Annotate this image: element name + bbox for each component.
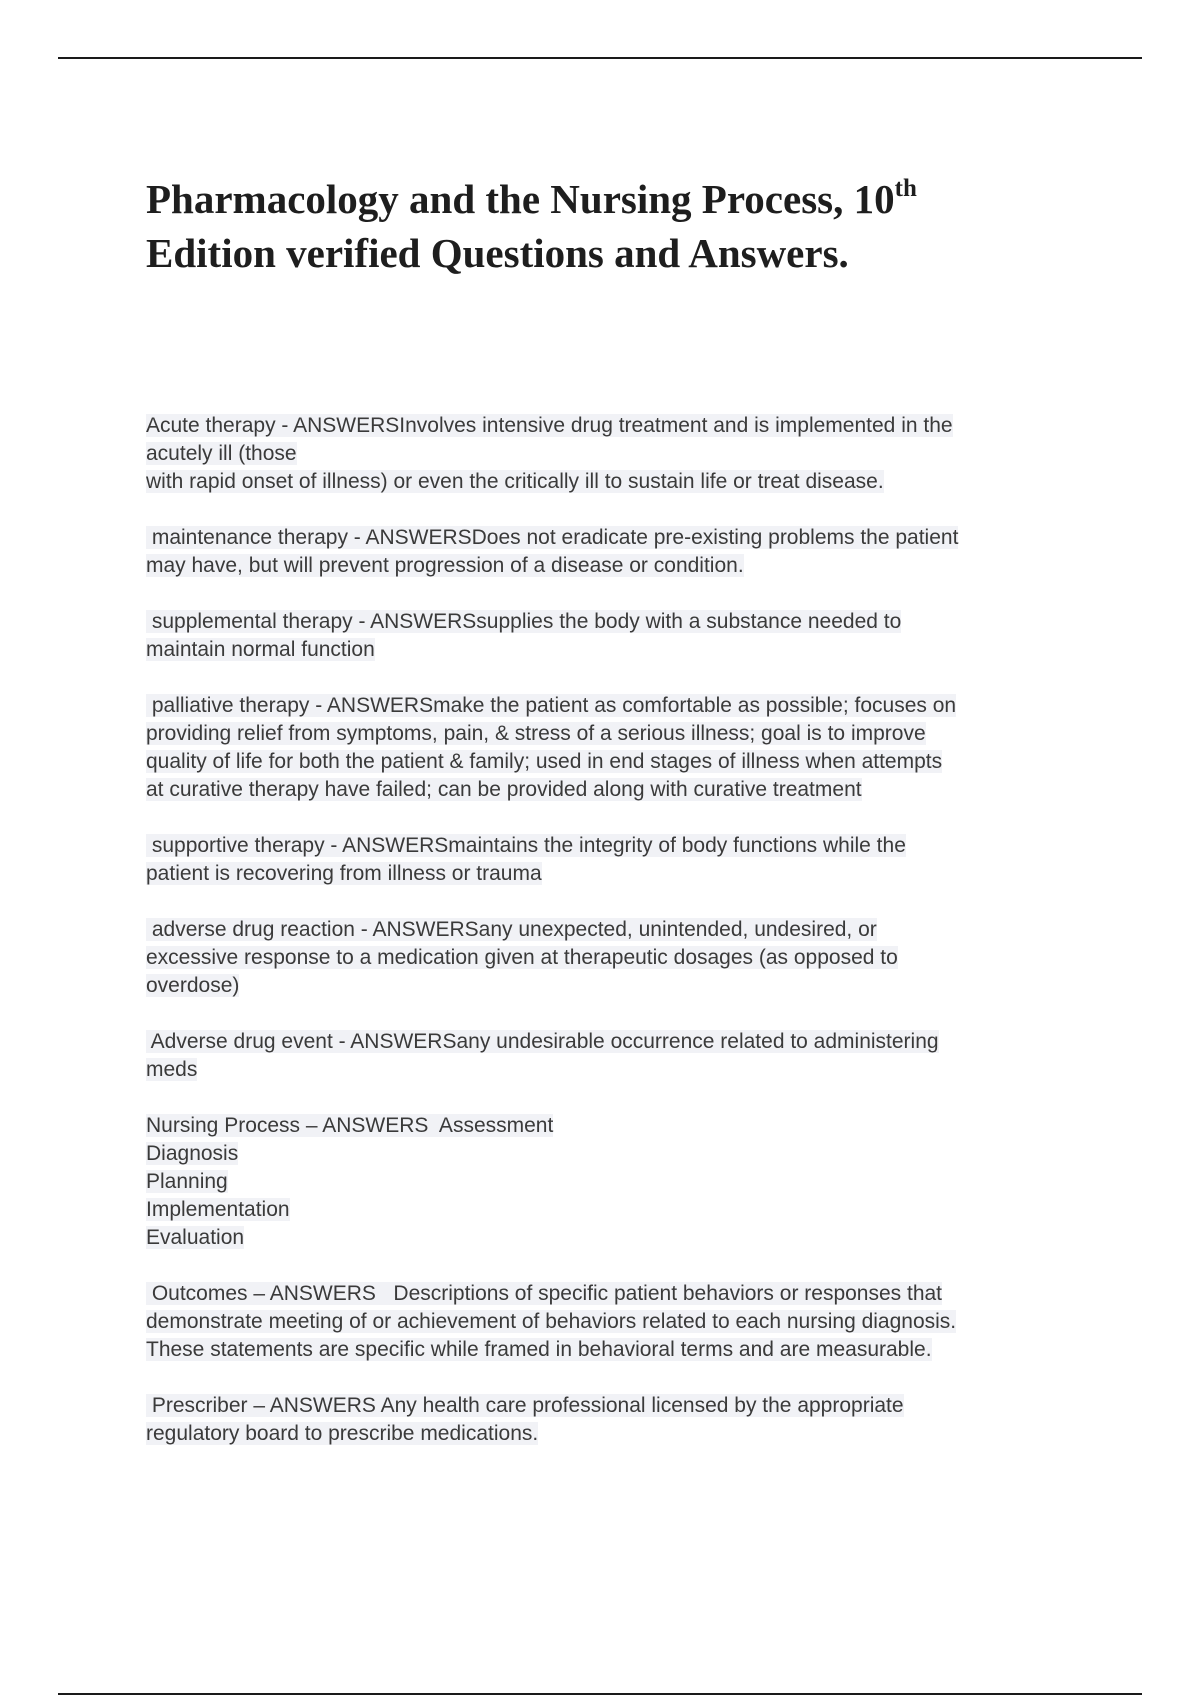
qa-entry — [146, 832, 1086, 888]
top-rule — [58, 57, 1142, 59]
qa-line-text: maintain normal function — [146, 638, 375, 661]
qa-line-text: quality of life for both the patient & family; used in end stages of illness when attempts — [146, 750, 943, 773]
qa-line — [146, 1224, 1086, 1252]
qa-line-text: Outcomes – ANSWERS Descriptions of specific patient behaviors or responses that — [146, 1282, 943, 1305]
qa-line — [146, 1168, 1086, 1196]
qa-line — [146, 1392, 1086, 1420]
qa-line — [146, 692, 1086, 720]
qa-line — [146, 776, 1086, 804]
title-line-2: Edition verified Questions and Answers. — [146, 230, 849, 276]
title-line-1: Pharmacology and the Nursing Process, 10 — [146, 176, 895, 222]
qa-line-text: adverse drug reaction - ANSWERSany unexpected, unintended, undesired, or — [146, 918, 877, 941]
qa-list — [146, 412, 1086, 1476]
qa-line — [146, 1028, 1086, 1056]
qa-line — [146, 1112, 1086, 1140]
qa-line-text: Diagnosis — [146, 1142, 239, 1165]
qa-line-text: may have, but will prevent progression of a disease or condition. — [146, 554, 744, 577]
qa-line — [146, 636, 1086, 664]
qa-entry — [146, 608, 1086, 664]
qa-line-text: providing relief from symptoms, pain, & stress of a serious illness; goal is to improve — [146, 722, 926, 745]
qa-line — [146, 1196, 1086, 1224]
qa-line — [146, 1420, 1086, 1448]
qa-line-text: patient is recovering from illness or trauma — [146, 862, 542, 885]
qa-line-text: excessive response to a medication given at therapeutic dosages (as opposed to — [146, 946, 898, 969]
qa-line-text: at curative therapy have failed; can be provided along with curative treatment — [146, 778, 862, 801]
bottom-rule — [58, 1693, 1142, 1695]
qa-entry — [146, 1112, 1086, 1252]
qa-line — [146, 1336, 1086, 1364]
qa-line — [146, 412, 1086, 440]
qa-line-text: supportive therapy - ANSWERSmaintains the integrity of body functions while the — [146, 834, 906, 857]
qa-line-text: These statements are specific while framed in behavioral terms and are measurable. — [146, 1338, 932, 1361]
qa-line — [146, 524, 1086, 552]
qa-line-text: regulatory board to prescribe medications. — [146, 1422, 539, 1445]
qa-line — [146, 1308, 1086, 1336]
qa-line — [146, 440, 1086, 468]
qa-line-text: meds — [146, 1058, 198, 1081]
qa-line-text: Nursing Process – ANSWERS Assessment — [146, 1114, 554, 1137]
qa-line — [146, 944, 1086, 972]
qa-line-text: overdose) — [146, 974, 240, 997]
qa-line — [146, 552, 1086, 580]
qa-entry — [146, 1280, 1086, 1364]
qa-line — [146, 1280, 1086, 1308]
qa-entry — [146, 916, 1086, 1000]
qa-line — [146, 1056, 1086, 1084]
qa-line-text: palliative therapy - ANSWERSmake the patient as comfortable as possible; focuses on — [146, 694, 957, 717]
qa-line — [146, 972, 1086, 1000]
qa-line — [146, 832, 1086, 860]
qa-line — [146, 1140, 1086, 1168]
qa-line — [146, 748, 1086, 776]
qa-entry — [146, 1392, 1086, 1448]
qa-line-text: demonstrate meeting of or achievement of behaviors related to each nursing diagnosis. — [146, 1310, 957, 1333]
qa-line-text: Evaluation — [146, 1226, 245, 1249]
qa-entry — [146, 1028, 1086, 1084]
qa-line — [146, 860, 1086, 888]
title-superscript: th — [894, 175, 917, 202]
qa-line-text: Implementation — [146, 1198, 290, 1221]
qa-line — [146, 916, 1086, 944]
qa-line — [146, 468, 1086, 496]
qa-line — [146, 608, 1086, 636]
qa-line-text: with rapid onset of illness) or even the critically ill to sustain life or treat disease. — [146, 470, 884, 493]
qa-line — [146, 720, 1086, 748]
qa-line-text: Adverse drug event - ANSWERSany undesirable occurrence related to administering — [146, 1030, 939, 1053]
qa-line-text: Planning — [146, 1170, 228, 1193]
qa-line-text: supplemental therapy - ANSWERSsupplies the body with a substance needed to — [146, 610, 902, 633]
qa-line-text: acutely ill (those — [146, 442, 297, 465]
document-title — [146, 172, 1106, 280]
qa-line-text: Prescriber – ANSWERS Any health care professional licensed by the appropriate — [146, 1394, 904, 1417]
qa-entry — [146, 412, 1086, 496]
qa-entry — [146, 524, 1086, 580]
qa-line-text: maintenance therapy - ANSWERSDoes not eradicate pre-existing problems the patient — [146, 526, 959, 549]
qa-entry — [146, 692, 1086, 804]
qa-line-text: Acute therapy - ANSWERSInvolves intensive drug treatment and is implemented in the — [146, 414, 953, 437]
